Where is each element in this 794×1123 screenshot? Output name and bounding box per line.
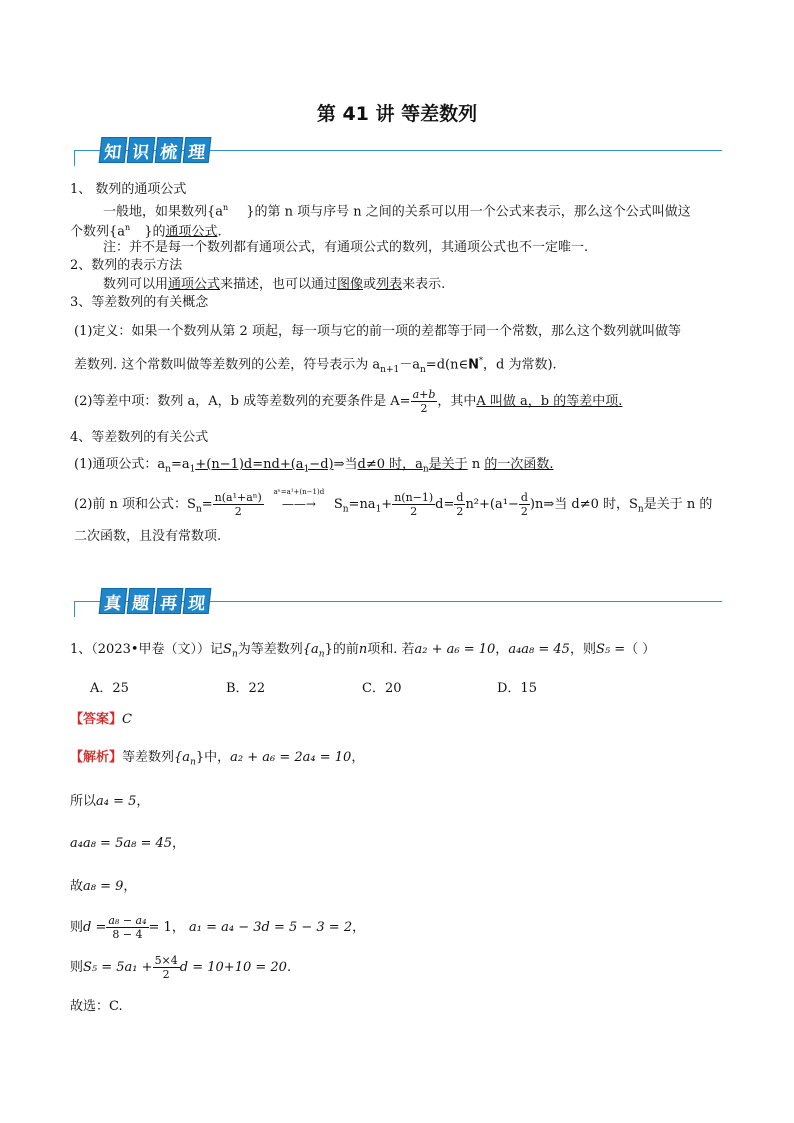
solution-line: 则S₅ = 5a₁ + $\frac{5\times 4}{2}$ d = 10+10 = 20.: [70, 954, 292, 981]
section-header-exam: [96, 588, 214, 614]
section-char: 梳: [155, 137, 184, 163]
formula-cont: 二次函数，且没有常数项.: [74, 529, 222, 544]
note: 注：并不是每一个数列都有通项公式，有通项公式的数列，其通项公式也不一定唯一.: [103, 240, 589, 255]
heading-2: 2、数列的表示方法: [70, 258, 183, 273]
section-char: 识: [127, 137, 156, 163]
solution-conclusion: 故选：C.: [70, 999, 123, 1014]
solution-line: 则d = $\frac{\text{a₈ − a₄}}{8 - 4}$ = 1， a₁ = a₄ − 3d = 5 − 3 = 2，: [70, 914, 366, 941]
solution-line: 所以a₄ = 5，: [70, 794, 150, 809]
page-title: 第 41 讲 等差数列: [316, 103, 478, 125]
paragraph: 数列可以用通项公式来描述，也可以通过图像或列表来表示.: [103, 277, 446, 292]
definition: (1)定义：如果一个数列从第 2 项起，每一项与它的前一项的差都等于同一个常数，那么这个数列就叫做等: [74, 324, 681, 339]
option-a: A．25: [90, 681, 129, 696]
question: 1、（2023•甲卷（文））记$S_n$为等差数列$\{a_n\}$的前n项和. 若a₂ + a₆ = 10，a₄a₈ = 45，则S₅ =（ ）: [70, 642, 656, 660]
paragraph: 个数列{$a^n$ }的通项公式.: [70, 223, 222, 240]
section-tick: [74, 601, 75, 617]
section-char: 现: [183, 588, 212, 614]
section-header-knowledge: [96, 137, 214, 163]
section-char: 再: [155, 588, 184, 614]
section-char: 理: [183, 137, 212, 163]
solution-line: a₄a₈ = 5a₈ = 45，: [70, 836, 186, 851]
answer: 【答案】C: [70, 712, 132, 727]
option-d: D．15: [497, 681, 537, 696]
heading-1: 1、 数列的通项公式: [70, 182, 187, 197]
heading-3: 3、等差数列的有关概念: [70, 295, 209, 310]
paragraph: 一般地，如果数列{$a^n$ }的第 n 项与序号 n 之间的关系可以用一个公式来表示，那么这个公式叫做这: [103, 203, 691, 220]
solution-line: 故a₈ = 9，: [70, 879, 137, 894]
definition: 差数列. 这个常数叫做等差数列的公差，符号表示为 $a_{n+1}-a_n=d(n\in N^*$，d 为常数).: [74, 356, 557, 375]
solution-line: 【解析】等差数列$\{a_n\}$中，a₂ + a₆ = 2a₄ = 10，: [70, 750, 365, 768]
formula: (2)前 n 项和公式：$S_n=$ $\frac{\text{n(a¹+aⁿ)}}{2}$ aⁿ=a¹+(n−1)d ——→ $S_n=na_1+$ $\frac{n(n-1)}{2}$ d= $\frac{d}{2}$ n²+(a¹− $\frac{d}{2}$ )n⇒当 d≠0 时，$S_n$是关于 n 的: [74, 488, 713, 518]
section-char: 题: [127, 588, 156, 614]
section-char: 真: [99, 588, 128, 614]
heading-4: 4、等差数列的有关公式: [70, 430, 209, 445]
formula: (1)通项公式：$a_n=a_1+(n-1)d=nd+(a_1-d)\Rightarrow$当d≠0 时，$a_n$是关于 n 的一次函数.: [74, 457, 554, 475]
option-c: C．20: [362, 681, 402, 696]
option-b: B．22: [226, 681, 266, 696]
section-char: 知: [99, 137, 128, 163]
definition: (2)等差中项：数列 a，A，b 成等差数列的充要条件是 A= $\frac{a+b}{2}$ ，其中A 叫做 a，b 的等差中项.: [74, 388, 623, 415]
section-tick: [74, 150, 75, 166]
